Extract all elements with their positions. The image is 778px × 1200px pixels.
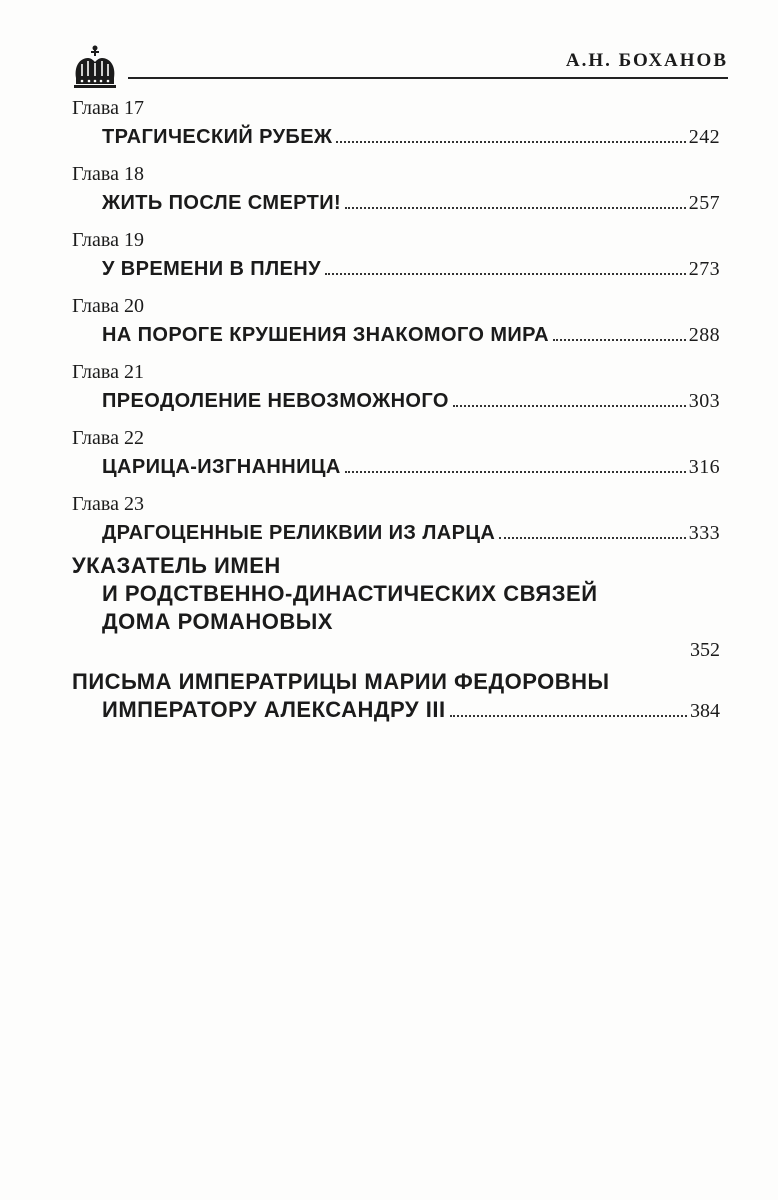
dot-leader bbox=[345, 206, 686, 209]
chapter-title: ТРАГИЧЕСКИЙ РУБЕЖ bbox=[102, 126, 333, 148]
chapter-number: Глава 23 bbox=[72, 493, 144, 515]
header-rule bbox=[128, 77, 728, 79]
crown-icon bbox=[70, 44, 120, 92]
chapter-number: Глава 20 bbox=[72, 295, 144, 317]
index-page-row bbox=[72, 636, 720, 664]
toc-entry bbox=[72, 386, 720, 416]
dot-leader bbox=[345, 470, 686, 473]
page-number: 316 bbox=[688, 456, 720, 478]
dot-leader bbox=[450, 714, 687, 717]
toc-entry bbox=[72, 452, 720, 482]
chapter-number: Глава 17 bbox=[72, 97, 144, 119]
index-title-line: УКАЗАТЕЛЬ ИМЕН bbox=[72, 553, 281, 578]
chapter-title: ЦАРИЦА-ИЗГНАННИЦА bbox=[102, 456, 341, 478]
page-number: 273 bbox=[688, 258, 720, 280]
chapter-number: Глава 19 bbox=[72, 229, 144, 251]
toc-item bbox=[72, 94, 720, 152]
author-name: А.Н. БОХАНОВ bbox=[565, 50, 728, 71]
toc-item bbox=[72, 160, 720, 218]
index-title-line: ДОМА РОМАНОВЫХ bbox=[102, 609, 333, 634]
index-section bbox=[72, 552, 720, 664]
page-number: 384 bbox=[690, 700, 720, 722]
dot-leader bbox=[336, 140, 685, 143]
toc-entry bbox=[72, 518, 720, 548]
chapter-number: Глава 18 bbox=[72, 163, 144, 185]
toc-entry bbox=[72, 122, 720, 152]
letters-entry bbox=[72, 696, 720, 724]
dot-leader bbox=[325, 272, 686, 275]
chapter-title: НА ПОРОГЕ КРУШЕНИЯ ЗНАКОМОГО МИРА bbox=[102, 324, 549, 346]
toc-item bbox=[72, 490, 720, 548]
letters-title-line: ИМПЕРАТОРУ АЛЕКСАНДРУ III bbox=[102, 697, 446, 722]
page-header bbox=[70, 44, 728, 94]
page-number: 288 bbox=[688, 324, 720, 346]
chapter-number: Глава 21 bbox=[72, 361, 144, 383]
page-number: 242 bbox=[688, 126, 720, 148]
page-number: 333 bbox=[688, 522, 720, 544]
toc-item bbox=[72, 292, 720, 350]
toc-entry bbox=[72, 254, 720, 284]
page-number: 257 bbox=[688, 192, 720, 214]
dot-leader bbox=[499, 536, 686, 539]
chapter-title: ЖИТЬ ПОСЛЕ СМЕРТИ! bbox=[102, 192, 342, 214]
chapter-title: ПРЕОДОЛЕНИЕ НЕВОЗМОЖНОГО bbox=[102, 390, 449, 412]
letters-section bbox=[72, 668, 720, 724]
toc-item bbox=[72, 424, 720, 482]
dot-leader bbox=[553, 338, 686, 341]
toc-entry bbox=[72, 320, 720, 350]
toc-entry bbox=[72, 188, 720, 218]
toc-item bbox=[72, 226, 720, 284]
chapter-number: Глава 22 bbox=[72, 427, 144, 449]
page-number: 303 bbox=[688, 390, 720, 412]
letters-title-line: ПИСЬМА ИМПЕРАТРИЦЫ МАРИИ ФЕДОРОВНЫ bbox=[72, 669, 610, 694]
toc-item bbox=[72, 358, 720, 416]
table-of-contents bbox=[72, 94, 720, 724]
dot-leader bbox=[453, 404, 686, 407]
index-title-line: И РОДСТВЕННО-ДИНАСТИЧЕСКИХ СВЯЗЕЙ bbox=[102, 581, 598, 606]
chapter-title: ДРАГОЦЕННЫЕ РЕЛИКВИИ ИЗ ЛАРЦА bbox=[102, 522, 496, 544]
page-number: 352 bbox=[690, 639, 720, 661]
chapter-title: У ВРЕМЕНИ В ПЛЕНУ bbox=[102, 258, 321, 280]
